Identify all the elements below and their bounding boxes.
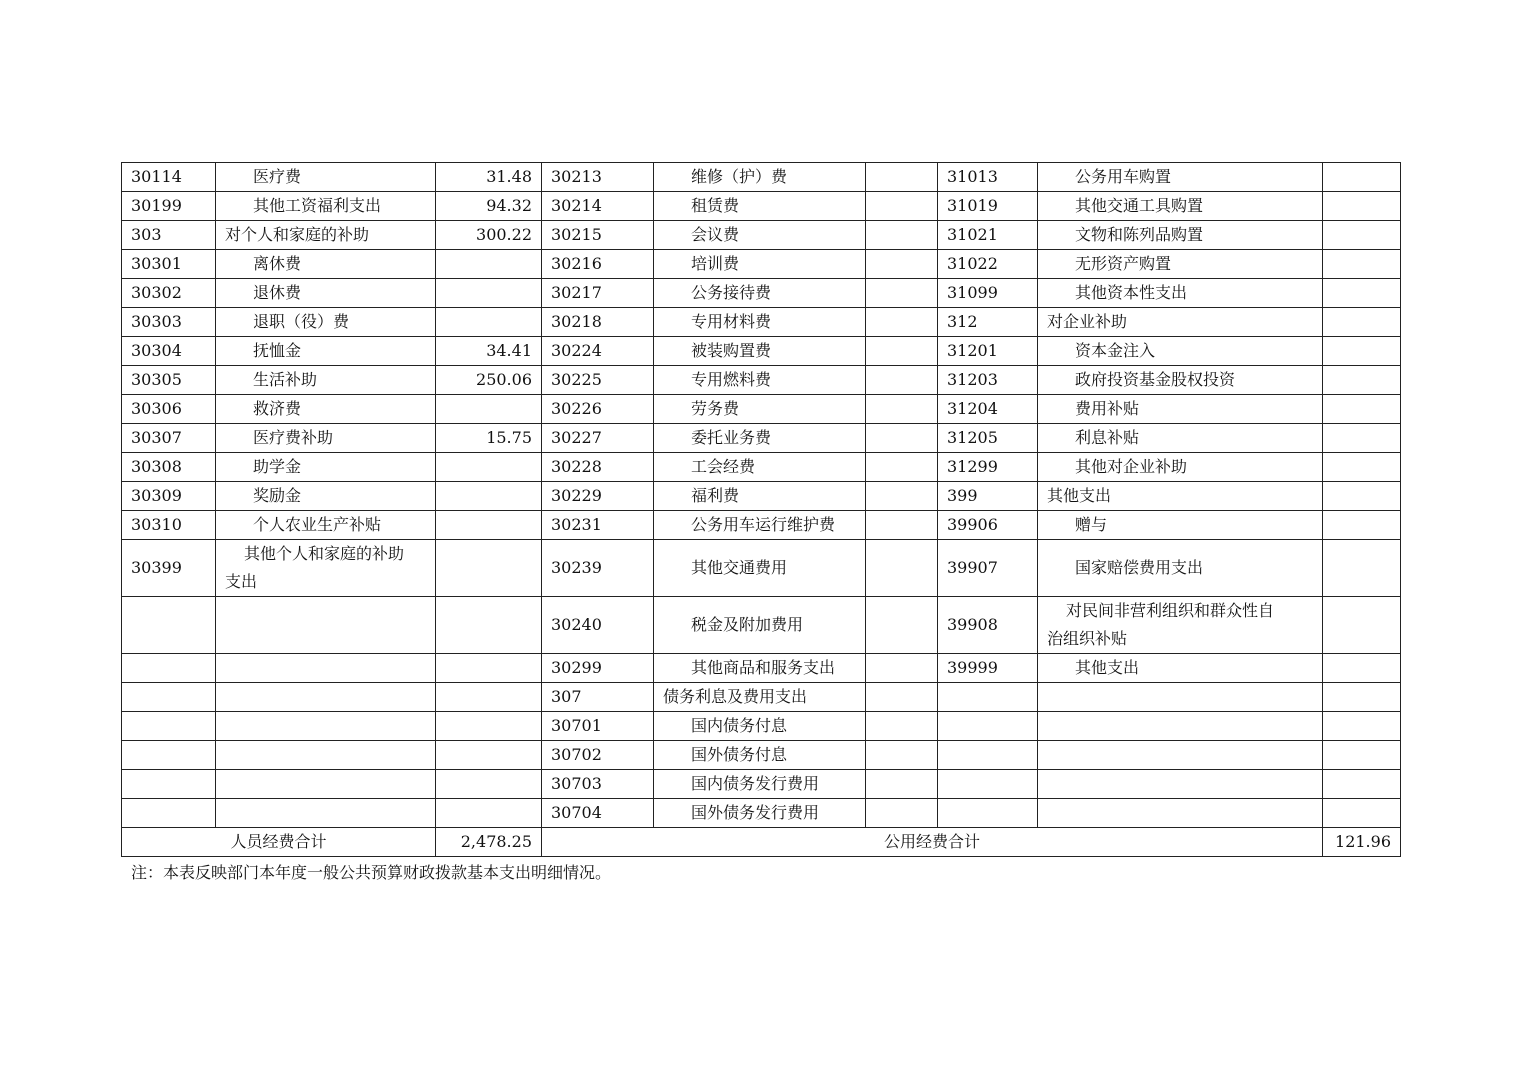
goods-services-item-name [654,712,866,741]
capital-item-name-text: 其他交通工具购置 [1075,196,1204,215]
goods-services-item-amount [866,192,938,221]
capital-item-code: 39999 [938,654,1038,683]
table-row [122,453,1401,482]
capital-item-name [1038,683,1323,712]
capital-item-code: 31019 [938,192,1038,221]
goods-services-item-name [654,654,866,683]
goods-services-item-name [654,799,866,828]
table-row [122,712,1401,741]
personnel-item-name [216,654,436,683]
goods-services-item-name [654,366,866,395]
personnel-item-amount [436,597,542,654]
personnel-item-code: 30307 [122,424,216,453]
table-row [122,654,1401,683]
capital-item-amount [1323,712,1401,741]
capital-item-amount [1323,741,1401,770]
goods-services-item-name [654,482,866,511]
capital-item-amount [1323,511,1401,540]
goods-services-item-name [654,279,866,308]
table-row [122,597,1401,654]
goods-services-item-name [654,453,866,482]
personnel-item-name-text: 对个人和家庭的补助 [225,225,370,244]
goods-services-item-name [654,424,866,453]
table-row [122,250,1401,279]
capital-item-name-text: 资本金注入 [1075,341,1156,360]
table-row [122,221,1401,250]
goods-services-item-code: 30239 [542,540,654,597]
capital-item-name [1038,453,1323,482]
capital-item-amount [1323,250,1401,279]
capital-item-name-text: 其他支出 [1047,486,1112,505]
capital-item-code: 31201 [938,337,1038,366]
capital-item-name-text: 其他对企业补助 [1075,457,1188,476]
goods-services-item-code: 30217 [542,279,654,308]
capital-item-name-text: 对企业补助 [1047,312,1128,331]
goods-services-item-code: 30215 [542,221,654,250]
personnel-item-code: 30304 [122,337,216,366]
table-row [122,366,1401,395]
personnel-item-amount [436,741,542,770]
goods-services-item-name-text: 被装购置费 [691,341,772,360]
personnel-item-code: 30114 [122,163,216,192]
personnel-item-name-text: 退职（役）费 [253,312,350,331]
capital-item-name [1038,654,1323,683]
personnel-item-name-text: 医疗费补助 [253,428,334,447]
goods-services-item-name-text: 国内债务发行费用 [691,774,820,793]
personnel-item-name-text: 助学金 [253,457,302,476]
capital-item-name-line2: 治组织补贴 [1047,629,1128,648]
personnel-item-code [122,597,216,654]
goods-services-item-amount [866,279,938,308]
capital-item-name-text: 赠与 [1075,515,1108,534]
table-row [122,741,1401,770]
personnel-item-amount [436,683,542,712]
personnel-item-amount [436,540,542,597]
capital-item-code: 399 [938,482,1038,511]
personnel-item-code: 303 [122,221,216,250]
capital-item-name [1038,250,1323,279]
capital-item-name-text: 其他资本性支出 [1075,283,1188,302]
capital-item-amount [1323,654,1401,683]
personnel-item-name [216,540,436,597]
capital-item-amount [1323,337,1401,366]
personnel-item-amount [436,770,542,799]
personnel-item-code: 30303 [122,308,216,337]
table-row [122,337,1401,366]
capital-item-code: 31013 [938,163,1038,192]
goods-services-item-name [654,395,866,424]
personnel-item-amount [436,654,542,683]
personnel-item-amount: 34.41 [436,337,542,366]
personnel-item-code [122,683,216,712]
capital-item-name-text: 文物和陈列品购置 [1075,225,1204,244]
goods-services-item-name [654,741,866,770]
personnel-item-name-text: 离休费 [253,254,302,273]
personnel-item-name-text: 医疗费 [253,167,302,186]
capital-item-code: 39907 [938,540,1038,597]
table-row [122,279,1401,308]
personnel-item-code [122,712,216,741]
personnel-item-code: 30199 [122,192,216,221]
goods-services-item-code: 30701 [542,712,654,741]
capital-item-name [1038,597,1323,654]
goods-services-item-code: 30218 [542,308,654,337]
capital-item-amount [1323,308,1401,337]
goods-services-item-code: 30214 [542,192,654,221]
capital-item-code: 31099 [938,279,1038,308]
capital-item-name [1038,337,1323,366]
capital-item-code: 39908 [938,597,1038,654]
personnel-item-code: 30305 [122,366,216,395]
personnel-item-amount: 31.48 [436,163,542,192]
goods-services-item-code: 30231 [542,511,654,540]
capital-item-code: 39906 [938,511,1038,540]
goods-services-item-name-text: 专用燃料费 [691,370,772,389]
goods-services-item-code: 30227 [542,424,654,453]
capital-item-amount [1323,221,1401,250]
capital-item-amount [1323,279,1401,308]
goods-services-item-code: 30226 [542,395,654,424]
personnel-item-code [122,770,216,799]
personnel-item-name [216,250,436,279]
capital-item-code [938,683,1038,712]
personnel-item-name-text: 奖励金 [253,486,302,505]
goods-services-item-name-text: 会议费 [691,225,740,244]
goods-services-item-name-text: 公务接待费 [691,283,772,302]
goods-services-item-name-text: 工会经费 [691,457,756,476]
table-row [122,482,1401,511]
goods-services-item-name [654,337,866,366]
capital-item-amount [1323,163,1401,192]
goods-services-item-amount [866,163,938,192]
personnel-item-name-line2: 支出 [225,572,258,591]
personnel-item-name [216,163,436,192]
goods-services-item-name-text: 其他交通费用 [691,558,788,577]
capital-item-amount [1323,366,1401,395]
capital-item-amount [1323,453,1401,482]
capital-item-amount [1323,597,1401,654]
goods-services-item-amount [866,770,938,799]
capital-item-code [938,770,1038,799]
goods-services-item-name [654,597,866,654]
goods-services-item-amount [866,540,938,597]
personnel-item-code [122,799,216,828]
capital-item-name [1038,741,1323,770]
expenditure-detail-table [121,162,1401,857]
capital-item-name [1038,540,1323,597]
capital-item-name [1038,712,1323,741]
table-row [122,683,1401,712]
capital-item-name [1038,192,1323,221]
capital-item-name [1038,279,1323,308]
goods-services-item-name [654,308,866,337]
totals-row [122,828,1401,857]
goods-services-item-code: 30228 [542,453,654,482]
personnel-item-name [216,337,436,366]
capital-item-amount [1323,770,1401,799]
personnel-item-name [216,597,436,654]
goods-services-item-code: 30213 [542,163,654,192]
personnel-item-name-text: 其他工资福利支出 [253,196,382,215]
personnel-item-name-text: 生活补助 [253,370,318,389]
goods-services-item-name [654,770,866,799]
personnel-item-name [216,712,436,741]
goods-services-item-code: 307 [542,683,654,712]
goods-services-item-name-text: 专用材料费 [691,312,772,331]
goods-services-item-code: 30216 [542,250,654,279]
capital-item-name-text: 无形资产购置 [1075,254,1172,273]
capital-item-code: 31299 [938,453,1038,482]
goods-services-item-amount [866,221,938,250]
goods-services-item-name-text: 劳务费 [691,399,740,418]
goods-services-item-amount [866,453,938,482]
personnel-item-name [216,424,436,453]
personnel-item-name [216,366,436,395]
personnel-item-name [216,511,436,540]
goods-services-item-name-text: 福利费 [691,486,740,505]
table-row [122,424,1401,453]
public-total-label: 公用经费合计 [542,828,1323,857]
goods-services-item-name [654,540,866,597]
capital-item-amount [1323,799,1401,828]
personnel-item-name-text: 个人农业生产补贴 [253,515,382,534]
goods-services-item-amount [866,250,938,279]
goods-services-item-name-text: 国外债务付息 [691,745,788,764]
personnel-item-code [122,741,216,770]
capital-item-amount [1323,540,1401,597]
goods-services-item-amount [866,395,938,424]
personnel-item-amount: 15.75 [436,424,542,453]
personnel-item-amount [436,712,542,741]
personnel-item-amount [436,799,542,828]
capital-item-name-text: 其他支出 [1075,658,1140,677]
goods-services-item-code: 30225 [542,366,654,395]
personnel-item-name [216,683,436,712]
capital-item-name-text: 国家赔偿费用支出 [1075,558,1204,577]
personnel-item-amount [436,308,542,337]
capital-item-name-text: 费用补贴 [1075,399,1140,418]
table-body [122,163,1401,828]
goods-services-item-name-text: 维修（护）费 [691,167,788,186]
goods-services-item-code: 30224 [542,337,654,366]
table-row [122,192,1401,221]
goods-services-item-name-text: 公务用车运行维护费 [691,515,836,534]
goods-services-item-amount [866,741,938,770]
personnel-item-name [216,482,436,511]
personnel-item-name [216,741,436,770]
capital-item-name [1038,366,1323,395]
capital-item-name [1038,799,1323,828]
capital-item-code: 31204 [938,395,1038,424]
personnel-item-amount [436,250,542,279]
personnel-item-amount: 94.32 [436,192,542,221]
table-row [122,511,1401,540]
goods-services-item-amount [866,654,938,683]
goods-services-item-name [654,683,866,712]
capital-item-name [1038,482,1323,511]
personnel-item-code: 30399 [122,540,216,597]
personnel-item-name-text: 抚恤金 [253,341,302,360]
personnel-item-amount: 300.22 [436,221,542,250]
goods-services-item-code: 30702 [542,741,654,770]
goods-services-item-amount [866,597,938,654]
capital-item-name-text: 利息补贴 [1075,428,1140,447]
goods-services-item-name-text: 国内债务付息 [691,716,788,735]
goods-services-item-name-text: 税金及附加费用 [691,615,804,634]
table-row [122,395,1401,424]
goods-services-item-name-text: 培训费 [691,254,740,273]
capital-item-amount [1323,424,1401,453]
table-row [122,770,1401,799]
capital-item-code: 31022 [938,250,1038,279]
goods-services-item-amount [866,683,938,712]
personnel-item-code: 30302 [122,279,216,308]
capital-item-name-line1: 对民间非营利组织和群众性自 [1066,601,1275,620]
goods-services-item-name-text: 租赁费 [691,196,740,215]
personnel-item-code: 30309 [122,482,216,511]
capital-item-amount [1323,395,1401,424]
personnel-item-name-text: 救济费 [253,399,302,418]
goods-services-item-amount [866,511,938,540]
goods-services-item-amount [866,799,938,828]
capital-item-amount [1323,482,1401,511]
personnel-item-name [216,221,436,250]
goods-services-item-amount [866,482,938,511]
goods-services-item-code: 30240 [542,597,654,654]
goods-services-item-amount [866,424,938,453]
personnel-item-name-line1: 其他个人和家庭的补助 [244,544,405,563]
table-row [122,308,1401,337]
capital-item-code [938,712,1038,741]
capital-item-code: 31021 [938,221,1038,250]
personnel-item-name [216,308,436,337]
personnel-total-value: 2,478.25 [436,828,542,857]
goods-services-item-amount [866,366,938,395]
goods-services-item-name [654,221,866,250]
capital-item-name [1038,511,1323,540]
personnel-item-name [216,395,436,424]
goods-services-item-code: 30299 [542,654,654,683]
public-total-value: 121.96 [1323,828,1401,857]
table-note: 注：本表反映部门本年度一般公共预算财政拨款基本支出明细情况。 [131,863,612,882]
goods-services-item-name [654,163,866,192]
capital-item-code [938,741,1038,770]
goods-services-item-name-text: 国外债务发行费用 [691,803,820,822]
goods-services-item-name [654,250,866,279]
personnel-item-amount: 250.06 [436,366,542,395]
goods-services-item-amount [866,308,938,337]
goods-services-item-name-text: 债务利息及费用支出 [663,687,808,706]
personnel-item-name [216,770,436,799]
table-row [122,163,1401,192]
goods-services-item-code: 30703 [542,770,654,799]
personnel-item-amount [436,453,542,482]
capital-item-code: 31205 [938,424,1038,453]
capital-item-name [1038,163,1323,192]
capital-item-name [1038,395,1323,424]
capital-item-name [1038,770,1323,799]
personnel-item-amount [436,482,542,511]
personnel-item-code: 30306 [122,395,216,424]
table-row [122,540,1401,597]
capital-item-name [1038,424,1323,453]
goods-services-item-code: 30704 [542,799,654,828]
goods-services-item-amount [866,337,938,366]
capital-item-code [938,799,1038,828]
capital-item-name [1038,308,1323,337]
personnel-item-code: 30308 [122,453,216,482]
personnel-item-name [216,279,436,308]
personnel-item-name [216,799,436,828]
capital-item-amount [1323,683,1401,712]
personnel-total-label: 人员经费合计 [122,828,436,857]
personnel-item-code: 30301 [122,250,216,279]
capital-item-name-text: 政府投资基金股权投资 [1075,370,1236,389]
capital-item-amount [1323,192,1401,221]
capital-item-code: 31203 [938,366,1038,395]
table-row [122,799,1401,828]
goods-services-item-name [654,511,866,540]
capital-item-name-text: 公务用车购置 [1075,167,1172,186]
personnel-item-code [122,654,216,683]
personnel-item-code: 30310 [122,511,216,540]
goods-services-item-amount [866,712,938,741]
personnel-item-amount [436,279,542,308]
capital-item-code: 312 [938,308,1038,337]
personnel-item-name [216,453,436,482]
personnel-item-name-text: 退休费 [253,283,302,302]
goods-services-item-name [654,192,866,221]
personnel-item-amount [436,511,542,540]
goods-services-item-code: 30229 [542,482,654,511]
goods-services-item-name-text: 其他商品和服务支出 [691,658,836,677]
personnel-item-name [216,192,436,221]
personnel-item-amount [436,395,542,424]
capital-item-name [1038,221,1323,250]
goods-services-item-name-text: 委托业务费 [691,428,772,447]
